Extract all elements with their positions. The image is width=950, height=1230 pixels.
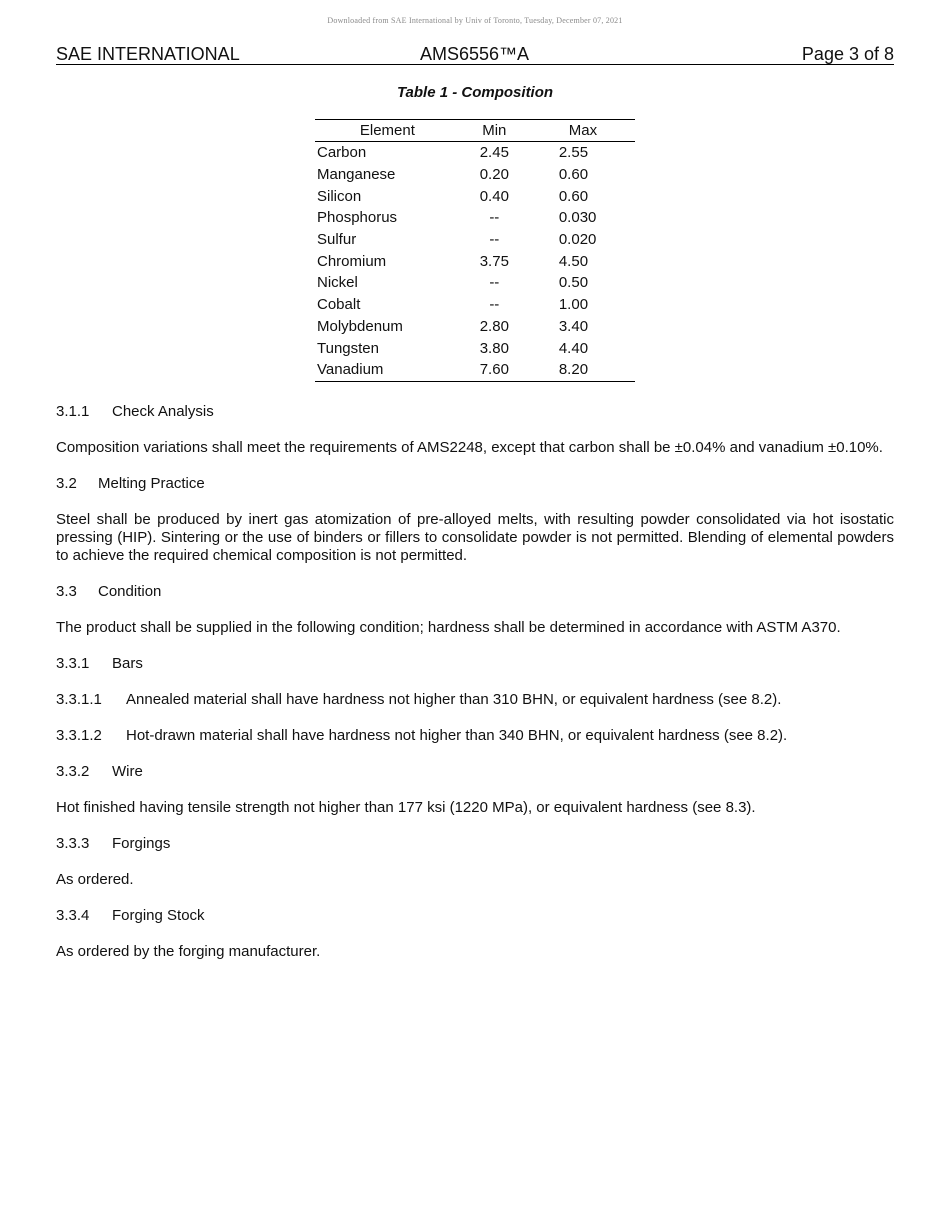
cell-min: -- xyxy=(489,296,500,314)
cell-max: 0.60 xyxy=(558,166,589,184)
section-number: 3.3.1.2 xyxy=(56,727,102,744)
cell-min: 2.80 xyxy=(479,317,509,335)
section-heading-3-3-3 xyxy=(56,835,894,853)
cell-max: 2.55 xyxy=(558,144,589,162)
section-title: Condition xyxy=(98,583,162,600)
cell-element: Vanadium xyxy=(315,359,458,381)
section-number: 3.3.2 xyxy=(56,763,90,780)
header-page-number: Page 3 of 8 xyxy=(801,44,894,64)
section-heading-3-3-2 xyxy=(56,763,894,781)
cell-min: -- xyxy=(489,231,500,249)
cell-element: Nickel xyxy=(317,274,358,292)
cell-max: 0.60 xyxy=(558,187,589,205)
table-row xyxy=(315,207,635,229)
section-number: 3.3.4 xyxy=(56,907,90,924)
cell-element: Molybdenum xyxy=(317,317,403,335)
section-heading-3-3-1 xyxy=(56,655,894,673)
section-title: Forging Stock xyxy=(112,907,205,924)
table-row xyxy=(315,164,635,186)
section-number: 3.3 xyxy=(56,583,77,600)
cell-min: 7.60 xyxy=(458,359,531,381)
section-title: Melting Practice xyxy=(98,475,205,492)
table-row xyxy=(315,185,635,207)
cell-max: 4.50 xyxy=(558,252,589,270)
cell-max: 0.50 xyxy=(558,274,589,292)
cell-element: Tungsten xyxy=(317,339,379,357)
table-row xyxy=(315,337,635,359)
table-caption: Table 1 - Composition xyxy=(396,84,554,101)
section-heading-3-1-1 xyxy=(56,403,894,421)
document-body xyxy=(56,403,894,979)
section-number: 3.1.1 xyxy=(56,403,90,420)
cell-min: 0.20 xyxy=(479,166,509,184)
cell-element: Carbon xyxy=(317,144,367,162)
page-header xyxy=(56,44,894,65)
table-row xyxy=(315,142,635,164)
section-number: 3.2 xyxy=(56,475,77,492)
cell-max: 8.20 xyxy=(531,359,635,381)
cell-min: 3.75 xyxy=(479,252,509,270)
cell-element: Phosphorus xyxy=(317,209,398,227)
cell-min: -- xyxy=(489,209,500,227)
column-header-max: Max xyxy=(531,120,635,142)
cell-max: 0.020 xyxy=(558,231,597,249)
cell-max: 1.00 xyxy=(558,296,589,314)
section-title: Wire xyxy=(112,763,143,780)
paragraph-forgings: As ordered. xyxy=(56,871,134,888)
cell-element: Sulfur xyxy=(317,231,357,249)
table-row xyxy=(315,229,635,251)
section-title: Bars xyxy=(112,655,143,672)
header-org: SAE INTERNATIONAL xyxy=(56,44,240,64)
composition-table xyxy=(315,119,635,382)
table-row xyxy=(315,294,635,316)
cell-element: Cobalt xyxy=(317,296,361,314)
cell-element: Manganese xyxy=(317,166,396,184)
cell-element: Silicon xyxy=(317,187,362,205)
cell-element: Chromium xyxy=(317,252,387,270)
section-heading-3-2 xyxy=(56,475,894,493)
cell-max: 3.40 xyxy=(558,317,589,335)
cell-max: 4.40 xyxy=(558,339,589,357)
download-watermark: Downloaded from SAE International by Univ of Toronto, Tuesday, December 07, 2021 xyxy=(327,16,623,25)
paragraph-wire: Hot finished having tensile strength not higher than 177 ksi (1220 MPa), or equivalent hardness (see 8.3). xyxy=(56,799,756,816)
section-heading-3-3 xyxy=(56,583,894,601)
column-header-element: Element xyxy=(315,120,458,142)
table-header-row xyxy=(315,120,635,142)
cell-min: 0.40 xyxy=(479,187,509,205)
section-number: 3.3.1.1 xyxy=(56,691,102,708)
section-heading-3-3-4 xyxy=(56,907,894,925)
table-row xyxy=(315,359,635,381)
table-row xyxy=(315,272,635,294)
cell-max: 0.030 xyxy=(558,209,597,227)
header-doc-id: AMS6556™A xyxy=(420,44,530,64)
paragraph-forging-stock: As ordered by the forging manufacturer. xyxy=(56,943,321,960)
cell-min: 3.80 xyxy=(479,339,509,357)
paragraph-melting-practice: Steel shall be produced by inert gas atomization of pre-alloyed melts, with resulting powder consolidated via hot isostatic pressing (HIP). Sintering or the use of binders or fillers to consolidate powder is not permitted. Blending of elemental powders to achieve the required chemical composition is not permitted. xyxy=(56,511,894,564)
section-3-3-1-1 xyxy=(56,691,894,709)
section-number: 3.3.1 xyxy=(56,655,90,672)
table-row xyxy=(315,250,635,272)
table-row xyxy=(315,316,635,338)
cell-min: 2.45 xyxy=(479,144,509,162)
section-text: Annealed material shall have hardness not higher than 310 BHN, or equivalent hardness (see 8.2). xyxy=(126,691,782,708)
paragraph-condition: The product shall be supplied in the following condition; hardness shall be determined in accordance with ASTM A370. xyxy=(56,619,841,636)
section-3-3-1-2 xyxy=(56,727,894,745)
cell-min: -- xyxy=(489,274,500,292)
section-number: 3.3.3 xyxy=(56,835,90,852)
paragraph-check-analysis: Composition variations shall meet the requirements of AMS2248, except that carbon shall be ±0.04% and vanadium ±0.10%. xyxy=(56,439,883,456)
column-header-min: Min xyxy=(458,120,531,142)
section-title: Forgings xyxy=(112,835,171,852)
section-title: Check Analysis xyxy=(112,403,214,420)
section-text: Hot-drawn material shall have hardness not higher than 340 BHN, or equivalent hardness (see 8.2). xyxy=(126,727,788,744)
